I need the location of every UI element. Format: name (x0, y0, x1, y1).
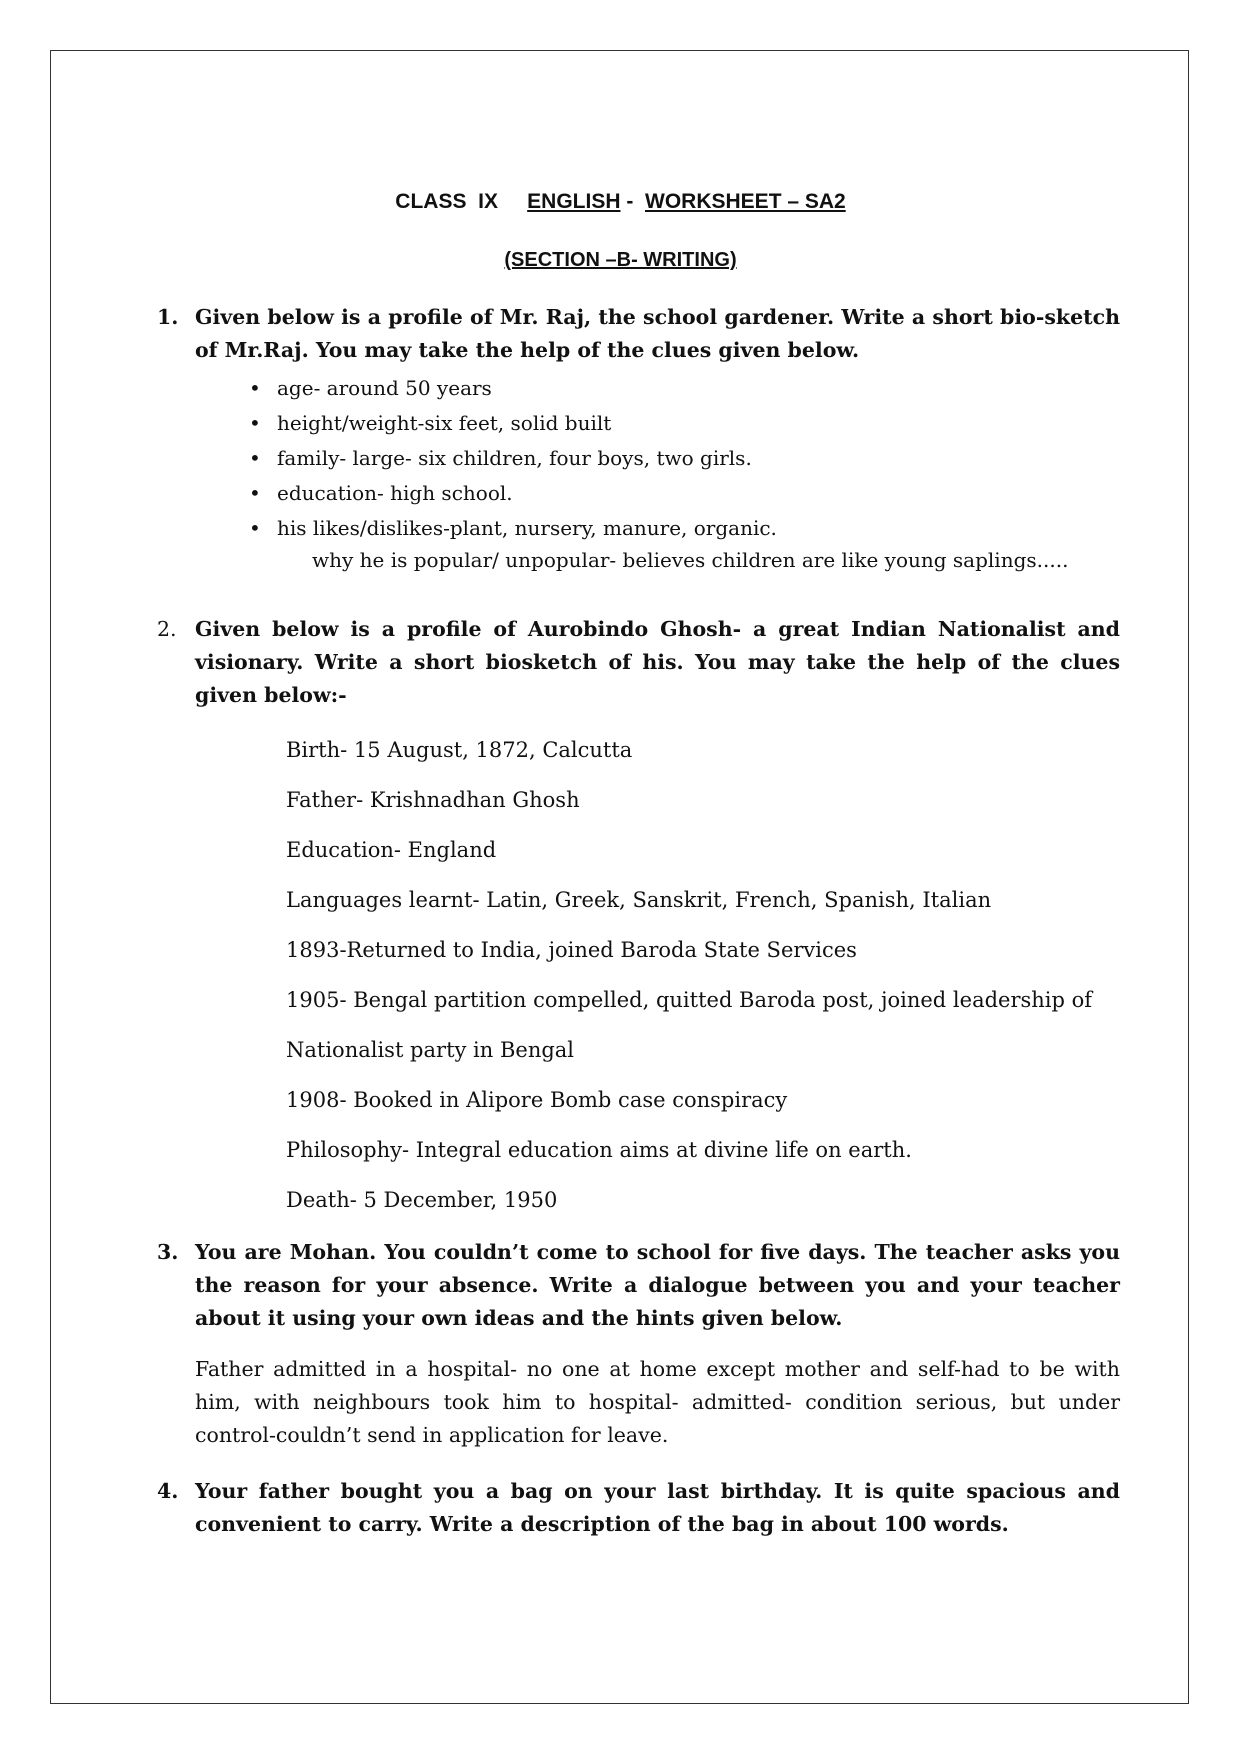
question-prompt: Your father bought you a bag on your last birthday. It is quite spacious and convenient to carry. Write a description of the bag in about 100 words. (195, 1479, 1120, 1536)
q1-continuation: why he is popular/ unpopular- believes children are like young saplings..... (312, 548, 1069, 572)
question-number: 2. (157, 617, 177, 641)
page-border (50, 50, 1189, 1704)
question-3 (157, 1236, 1120, 1335)
q2-clue: Father- Krishnadhan Ghosh (286, 788, 580, 812)
q2-clue: 1908- Booked in Alipore Bomb case conspiracy (286, 1088, 788, 1112)
title-separator: - (620, 190, 640, 213)
question-4 (157, 1475, 1120, 1541)
q2-clue: Education- England (286, 838, 497, 862)
q2-clue: Philosophy- Integral education aims at divine life on earth. (286, 1138, 912, 1162)
list-item: • education- high school. (277, 476, 777, 511)
bullet-icon: • (249, 411, 261, 435)
list-item: • family- large- six children, four boys, two girls. (277, 441, 777, 476)
question-prompt: Given below is a profile of Mr. Raj, the school gardener. Write a short bio-sketch of Mr.Raj. You may take the help of the clues given below. (195, 305, 1120, 362)
question-number: 1. (157, 305, 179, 329)
class-label: CLASS IX (395, 190, 498, 213)
bullet-icon: • (249, 376, 261, 400)
list-item: • height/weight-six feet, solid built (277, 406, 777, 441)
q2-clue: 1893-Returned to India, joined Baroda State Services (286, 938, 857, 962)
list-item: • his likes/dislikes-plant, nursery, manure, organic. (277, 511, 777, 546)
list-item: • age- around 50 years (277, 371, 777, 406)
question-prompt: You are Mohan. You couldn’t come to school for five days. The teacher asks you the reason for your absence. Write a dialogue between you and your teacher about it using your own ideas and the hints given below. (195, 1240, 1120, 1330)
section-label: (SECTION –B- WRITING) (504, 249, 737, 271)
q3-hints: Father admitted in a hospital- no one at home except mother and self-had to be with him, with neighbours took him to hospital- admitted- condition serious, but under control-couldn’t send in application for leave. (195, 1357, 1120, 1447)
bullet-icon: • (249, 516, 261, 540)
q2-clue: Languages learnt- Latin, Greek, Sanskrit, French, Spanish, Italian (286, 888, 992, 912)
question-number: 4. (157, 1479, 179, 1503)
question-1 (157, 301, 1120, 367)
question-prompt: Given below is a profile of Aurobindo Ghosh- a great Indian Nationalist and visionary. Write a short biosketch of his. You may take the help of the clues given below:- (195, 617, 1120, 707)
worksheet-label: WORKSHEET – SA2 (645, 190, 846, 213)
bullet-icon: • (249, 481, 261, 505)
q1-clue-list (249, 371, 777, 546)
subject-label: ENGLISH (527, 190, 621, 213)
q2-clue: Birth- 15 August, 1872, Calcutta (286, 738, 633, 762)
section-title (0, 249, 1241, 272)
question-2 (157, 613, 1120, 712)
q2-clue: Death- 5 December, 1950 (286, 1188, 558, 1212)
q2-clue: Nationalist party in Bengal (286, 1038, 575, 1062)
question-number: 3. (157, 1240, 179, 1264)
q2-clue: 1905- Bengal partition compelled, quitted Baroda post, joined leadership of (286, 988, 1093, 1012)
worksheet-title (0, 190, 1241, 214)
bullet-icon: • (249, 446, 261, 470)
